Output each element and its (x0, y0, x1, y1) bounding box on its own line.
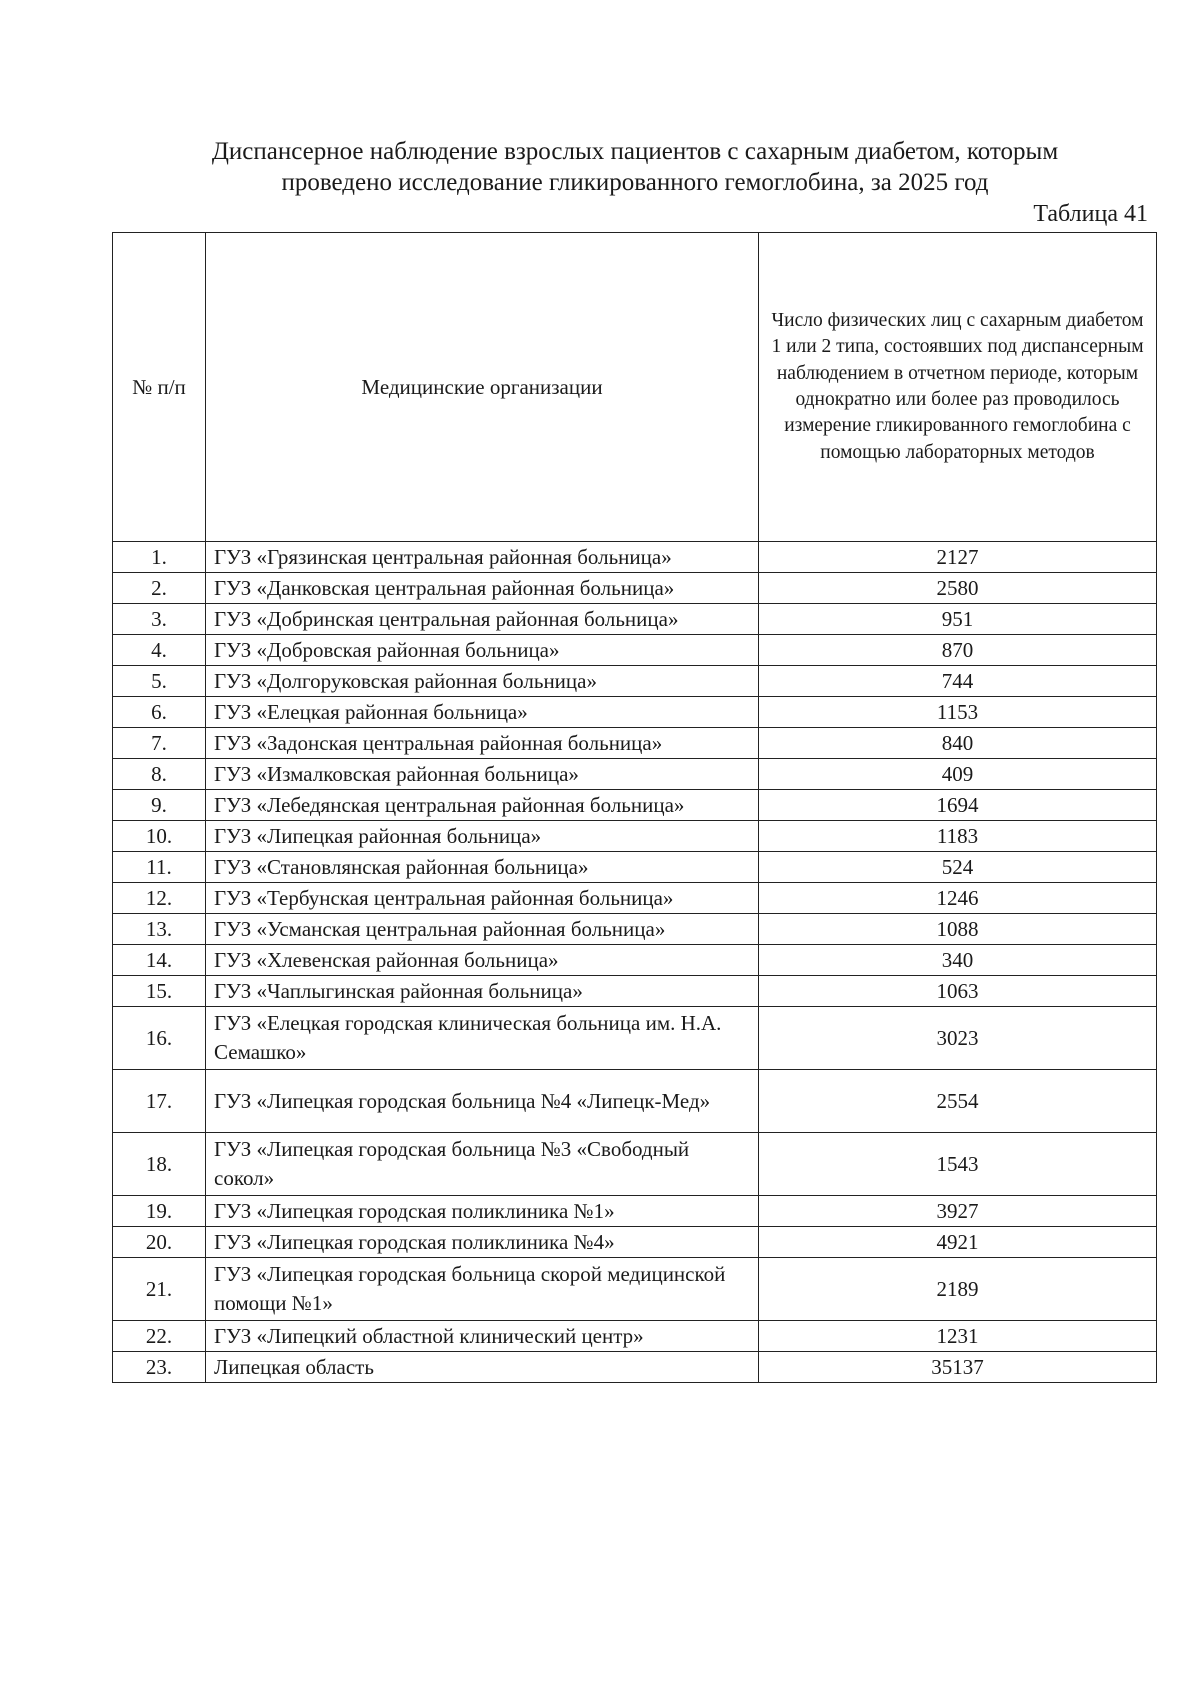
row-number: 6. (113, 697, 206, 728)
organization-name: ГУЗ «Липецкая городская больница №4 «Липецк-Мед» (206, 1070, 759, 1133)
organization-name: ГУЗ «Елецкая городская клиническая больница им. Н.А. Семашко» (206, 1007, 759, 1070)
patient-count: 1246 (759, 883, 1157, 914)
row-number: 8. (113, 759, 206, 790)
organization-name: ГУЗ «Усманская центральная районная больница» (206, 914, 759, 945)
row-number: 1. (113, 542, 206, 573)
row-number: 3. (113, 604, 206, 635)
patient-count: 35137 (759, 1352, 1157, 1383)
patient-count: 2127 (759, 542, 1157, 573)
patient-count: 3023 (759, 1007, 1157, 1070)
title-line-1: Диспансерное наблюдение взрослых пациентов с сахарным диабетом, которым (211, 138, 1059, 165)
organization-name: ГУЗ «Чаплыгинская районная больница» (206, 976, 759, 1007)
table-row (113, 1196, 1157, 1227)
organization-name: ГУЗ «Липецкая городская поликлиника №4» (206, 1227, 759, 1258)
row-number: 16. (113, 1007, 206, 1070)
patient-count: 951 (759, 604, 1157, 635)
row-number: 12. (113, 883, 206, 914)
organization-name: ГУЗ «Данковская центральная районная больница» (206, 573, 759, 604)
table-row (113, 976, 1157, 1007)
table-body (113, 542, 1157, 1383)
row-number: 13. (113, 914, 206, 945)
document-title (112, 136, 1158, 198)
patient-count: 2554 (759, 1070, 1157, 1133)
table-row (113, 666, 1157, 697)
table-row (113, 759, 1157, 790)
row-number: 14. (113, 945, 206, 976)
table-number-label: Таблица 41 (1033, 201, 1148, 227)
patient-count: 3927 (759, 1196, 1157, 1227)
patient-count: 409 (759, 759, 1157, 790)
organization-name: ГУЗ «Елецкая районная больница» (206, 697, 759, 728)
row-number: 19. (113, 1196, 206, 1227)
row-number: 23. (113, 1352, 206, 1383)
organization-name: Липецкая область (206, 1352, 759, 1383)
patient-count: 840 (759, 728, 1157, 759)
organization-name: ГУЗ «Грязинская центральная районная больница» (206, 542, 759, 573)
patient-count: 870 (759, 635, 1157, 666)
organization-name: ГУЗ «Липецкая районная больница» (206, 821, 759, 852)
patient-count: 1183 (759, 821, 1157, 852)
table-row (113, 573, 1157, 604)
organization-name: ГУЗ «Липецкая городская поликлиника №1» (206, 1196, 759, 1227)
table-row (113, 604, 1157, 635)
organization-name: ГУЗ «Липецкая городская больница №3 «Свободный сокол» (206, 1133, 759, 1196)
patient-count: 1063 (759, 976, 1157, 1007)
table-row (113, 852, 1157, 883)
organization-name: ГУЗ «Долгоруковская районная больница» (206, 666, 759, 697)
patient-count: 2580 (759, 573, 1157, 604)
patient-count: 1543 (759, 1133, 1157, 1196)
header-organization: Медицинские организации (206, 233, 759, 542)
table-header (113, 233, 1157, 542)
table-row (113, 1070, 1157, 1133)
row-number: 17. (113, 1070, 206, 1133)
title-line-2: проведено исследование гликированного гемоглобина, за 2025 год (281, 169, 989, 196)
table-row (113, 914, 1157, 945)
table-row (113, 945, 1157, 976)
organization-name: ГУЗ «Становлянская районная больница» (206, 852, 759, 883)
table-row (113, 542, 1157, 573)
patient-count: 1088 (759, 914, 1157, 945)
row-number: 22. (113, 1321, 206, 1352)
table-row (113, 790, 1157, 821)
patient-count: 1153 (759, 697, 1157, 728)
table-row (113, 883, 1157, 914)
organization-name: ГУЗ «Измалковская районная больница» (206, 759, 759, 790)
row-number: 10. (113, 821, 206, 852)
table-row (113, 697, 1157, 728)
table-row (113, 1352, 1157, 1383)
row-number: 20. (113, 1227, 206, 1258)
patient-count: 1694 (759, 790, 1157, 821)
row-number: 11. (113, 852, 206, 883)
header-value: Число физических лиц с сахарным диабетом 1 или 2 типа, состоявших под диспансерным наблюдением в отчетном периоде, которым однократно или более раз проводилось измерение гликированного гемоглобина с помощью лабораторных методов (759, 233, 1157, 542)
patient-count: 524 (759, 852, 1157, 883)
patient-count: 4921 (759, 1227, 1157, 1258)
organization-name: ГУЗ «Лебедянская центральная районная больница» (206, 790, 759, 821)
table-row (113, 821, 1157, 852)
table-row (113, 635, 1157, 666)
row-number: 2. (113, 573, 206, 604)
patient-count: 744 (759, 666, 1157, 697)
row-number: 9. (113, 790, 206, 821)
organization-name: ГУЗ «Хлевенская районная больница» (206, 945, 759, 976)
table-row (113, 1133, 1157, 1196)
table-row (113, 1007, 1157, 1070)
data-table (112, 232, 1157, 1383)
organization-name: ГУЗ «Липецкая городская больница скорой медицинской помощи №1» (206, 1258, 759, 1321)
row-number: 5. (113, 666, 206, 697)
row-number: 21. (113, 1258, 206, 1321)
organization-name: ГУЗ «Тербунская центральная районная больница» (206, 883, 759, 914)
table-row (113, 1258, 1157, 1321)
header-row (113, 233, 1157, 542)
organization-name: ГУЗ «Липецкий областной клинический центр» (206, 1321, 759, 1352)
table-row (113, 728, 1157, 759)
organization-name: ГУЗ «Добровская районная больница» (206, 635, 759, 666)
row-number: 15. (113, 976, 206, 1007)
row-number: 7. (113, 728, 206, 759)
patient-count: 340 (759, 945, 1157, 976)
table-row (113, 1227, 1157, 1258)
organization-name: ГУЗ «Задонская центральная районная больница» (206, 728, 759, 759)
organization-name: ГУЗ «Добринская центральная районная больница» (206, 604, 759, 635)
row-number: 4. (113, 635, 206, 666)
row-number: 18. (113, 1133, 206, 1196)
header-number: № п/п (113, 233, 206, 542)
table-row (113, 1321, 1157, 1352)
patient-count: 1231 (759, 1321, 1157, 1352)
patient-count: 2189 (759, 1258, 1157, 1321)
